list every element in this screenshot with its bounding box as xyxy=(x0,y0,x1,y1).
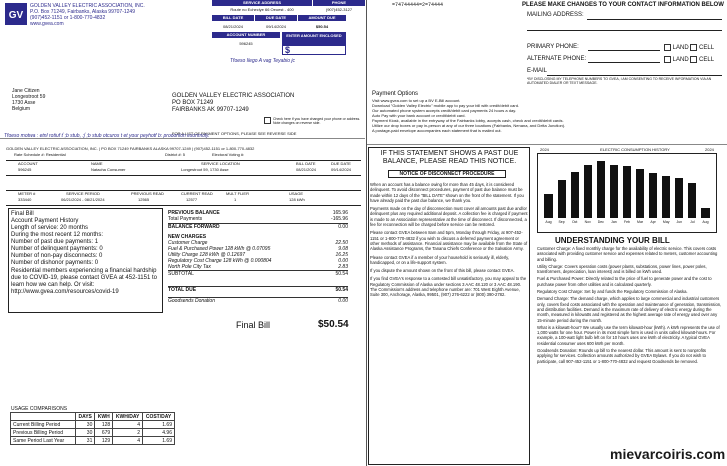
val-account: 596245 xyxy=(18,167,32,172)
list-item: Download "Golden Valley Electric" mobile app to pay your bill with credit/debit card. xyxy=(372,103,520,108)
val-name: Natacha Consumer xyxy=(91,167,126,172)
understanding-paragraph-5: Demand Charge: The demand charge, which applies to large commercial and industrial customers only, covers fixed costs associated with the operation and maintenance of generation, transmission, and distribution facilities. Demand is the maximum rate of delivery of electric energy during the month, measured in kilowatts and registered as the highest average rate of energy used over any 15-minute period during the month. xyxy=(537,296,722,323)
rate-schedule-label: Rate Schedule #: xyxy=(14,152,45,157)
understanding-paragraph-6: What is a kilowatt-hour? We usually use the term kilowatt-hour (kWh). A kWh represents the use of 1,000 watts for one hour. Power in its most simple form is used in units called kilowatt-hours. For example, a 100-watt light bulb left on for 10 hours uses one kWh of electricity. A typical GVEA residential consumer uses 600 kWh per month. xyxy=(537,324,720,346)
alternate-cell-checkbox[interactable] xyxy=(690,56,697,63)
remit-name: GOLDEN VALLEY ELECTRIC ASSOCIATION xyxy=(172,93,295,99)
notice-paragraph-4: Please contact GVEA if a member of your household is seriously ill, elderly, handicapped, or on a life-support system. xyxy=(370,254,510,265)
usage-cell: 30 xyxy=(76,429,95,437)
col-previous-read: PREVIOUS READ xyxy=(131,191,164,196)
val-service-location: Longestroot 59, 1730 Asse xyxy=(181,167,229,172)
col-mult-flier: MULT FLIER xyxy=(226,191,249,196)
past-due-line-2: BALANCE, PLEASE READ THIS NOTICE. xyxy=(382,158,517,165)
chart-tick-label: Aug xyxy=(545,220,552,224)
total-due-value: 50.54 xyxy=(335,287,348,293)
charge-4-label: Regulatory Cost Charge 128 kWh @ 0.000804 xyxy=(168,258,272,264)
watermark: mievarcoiris.com xyxy=(610,446,726,462)
list-item: Utilize our drop boxes or pay in-person at any of our three locations (Fairbanks, Nenana, and Delta Junction). xyxy=(372,123,566,128)
understanding-paragraph-4: Regulatory Cost Charge: Set by and funds the Regulatory Commission of Alaska. xyxy=(537,289,688,295)
company-name: GOLDEN VALLEY ELECTRIC ASSOCIATION, INC. xyxy=(30,3,145,9)
alternate-cell-label: CELL xyxy=(699,57,715,64)
col-due-date: DUE DATE xyxy=(331,161,351,166)
usage-cell: Previous Billing Period xyxy=(11,429,76,437)
company-web: www.gvea.com xyxy=(30,21,64,27)
electoral-label: Electoral Voting #: xyxy=(212,152,245,157)
district-value: 5 xyxy=(182,152,186,157)
chart-right-year: 2024 xyxy=(705,147,714,152)
col-usage: USAGE xyxy=(289,191,304,196)
notice-paragraph-2: Payments made on the day of disconnection must cover all amounts past due and/or delinquent plus any required additional deposit. A collection fee is charged if payment is made to an Association representative at the time of disconnect. If disconnected, a fee for reconnection will be charged before service can be restored. xyxy=(370,206,528,228)
understanding-title: UNDERSTANDING YOUR BILL xyxy=(555,236,670,245)
total-payments-label: Total Payments xyxy=(168,216,203,222)
remit-po: PO BOX 71249 xyxy=(172,100,214,106)
list-item: A postage-paid envelope accompanies each statement that is mailed out. xyxy=(372,128,502,133)
barcode-text: =74744444=2=74444 xyxy=(392,2,444,8)
understanding-paragraph-3: Fuel & Purchased Power: Directly related to the price of fuel to generate power and the cost to purchase power from other utilities and is calculated quarterly. xyxy=(537,276,712,287)
remit-city: FAIRBANKS AK 99707-1249 xyxy=(172,107,249,113)
col-service-location: SERVICE LOCATION xyxy=(201,161,240,166)
chart-bar xyxy=(662,176,670,218)
val-bill-date: 08/21/2024 xyxy=(296,167,317,172)
phone-header: PHONE xyxy=(313,0,365,6)
primary-phone-label: PRIMARY PHONE: xyxy=(527,44,579,50)
usage-cell: Same Period Last Year xyxy=(11,437,76,445)
notice-paragraph-5: If you dispute the amount shown on the front of this bill, please contact GVEA. xyxy=(370,268,515,274)
usage-cell: 679 xyxy=(95,429,113,437)
balance-forward-label: BALANCE FORWARD xyxy=(168,224,220,230)
address-change-checkbox-wrap xyxy=(264,117,364,125)
summary-line-4: Number of delinquent payments: 0 xyxy=(11,246,103,252)
account-payment-history: Account Payment History xyxy=(11,218,79,224)
svg-text:GV: GV xyxy=(8,10,24,21)
understanding-paragraph-2: Utility Charge: Covers operation costs (power plants, substations, power lines, power poles, transformers, depreciation, loan interest) and is billed on kWh used. xyxy=(537,263,707,275)
consent-note: *BY DISCLOSING MY TELEPHONE NUMBERS TO GVEA, I AM CONSENTING TO RECEIVE INFORMATION VIA AN AUTOMATED DIALER OR TEXT MESSAGE. xyxy=(527,77,712,85)
account-row xyxy=(6,161,361,175)
chart-bar xyxy=(597,161,605,218)
charges-section xyxy=(168,210,348,304)
account-number-header: ACCOUNT NUMBER xyxy=(212,32,280,38)
usage-cell: 4 xyxy=(113,421,143,429)
payment-options-note: FOR A LIST OF PAYMENT OPTIONS, PLEASE SEE REVERSE SIDE xyxy=(172,131,297,136)
amount-due-header: AMOUNT DUE xyxy=(298,15,346,21)
charge-1-label: Customer Charge xyxy=(168,240,208,246)
service-address-value: Route no Echeclye 66 Oeuest - 400 xyxy=(230,7,294,12)
chart-tick-label: May xyxy=(662,220,670,224)
usage-table xyxy=(10,412,175,445)
customer-country: Belgium xyxy=(12,106,31,112)
chart-tick-label: Nov xyxy=(584,220,591,224)
chart-bar xyxy=(675,178,683,218)
meter-row xyxy=(6,191,361,205)
chart-bar xyxy=(623,166,631,218)
notice-title: NOTICE OF DISCONNECT PROCEDURE xyxy=(388,170,506,178)
charge-1-value: 22.50 xyxy=(335,240,348,246)
total-due-label: TOTAL DUE xyxy=(168,287,197,293)
customer-street: Longestroot 59 xyxy=(12,94,46,100)
previous-balance-label: PREVIOUS BALANCE xyxy=(168,210,220,216)
usage-cell: 30 xyxy=(76,421,95,429)
summary-line-2: During the most recent 12 months: xyxy=(11,232,104,238)
subtotal-value: 50.54 xyxy=(335,271,348,277)
val-service-period: 06/21/2024 - 08/21/2024 xyxy=(61,197,105,202)
chart-tick-label: Oct xyxy=(571,220,578,224)
usage-cell: 31 xyxy=(76,437,95,445)
summary-line-6: Number of dishonor payments: 0 xyxy=(11,260,99,266)
usage-cell: 4 xyxy=(113,437,143,445)
col-account: ACCOUNT xyxy=(18,161,38,166)
payment-options-title: Payment Options xyxy=(372,91,419,97)
col-name: NAME xyxy=(91,161,103,166)
phone-value: (907)452-3127 xyxy=(325,7,353,12)
chart-tick-label: Jan xyxy=(611,220,617,224)
chart-tick-label: Apr xyxy=(650,220,656,224)
understanding-paragraph-1: Customer Charge: A fixed monthly charge for the availability of electric service. This covers costs associated with providing customer service and expenses related to meters, customer accounting and billing. xyxy=(537,246,718,262)
summary-line-5: Number of non-pay disconnects: 0 xyxy=(11,253,103,259)
usage-col-kwh: KWH xyxy=(95,413,113,421)
bill-date-value: 08/21/2024 xyxy=(222,24,244,29)
customer-city: 1730 Asse xyxy=(12,100,36,106)
email-label: E-MAIL xyxy=(527,68,548,74)
amount-enclosed-input[interactable]: $ xyxy=(282,45,346,55)
chart-bar xyxy=(544,194,552,218)
table-row xyxy=(11,421,175,429)
list-item: Auto Pay with your bank account or credit/debit card. xyxy=(372,113,466,118)
col-meter: METER # xyxy=(18,191,36,196)
primary-land-checkbox[interactable] xyxy=(664,44,671,51)
rate-schedule-value: Residential xyxy=(45,152,66,157)
chart-tick-label: Sep xyxy=(558,220,565,224)
previous-balance-value: 165.96 xyxy=(332,210,348,216)
charge-2-label: Fuel & Purchased Power 128 kWh @ 0.07095 xyxy=(168,246,271,252)
due-date-header: DUE DATE xyxy=(255,15,297,21)
chart-tick-label: Jul xyxy=(690,220,695,224)
balance-forward-value: 0.00 xyxy=(338,224,348,230)
notice-paragraph-6: If you find GVEA's response to a contested bill unsatisfactory, you may appeal to the Regulatory Commission of Alaska under sections 3 AAC 48.120 or 3 AAC 48.190. The Commission's address and telephone number are: 701 West Eighth Avenue, Suite 300, Anchorage, Alaska, 99501, (907) 276-6222 or (800) 390-2782. xyxy=(370,276,527,298)
chart-bar xyxy=(649,173,657,218)
customer-name: Jane Citizen xyxy=(12,88,40,94)
summary-line-3: Number of past due payments: 1 xyxy=(11,239,99,245)
usage-cell: 128 xyxy=(95,421,113,429)
alternate-land-checkbox[interactable] xyxy=(664,56,671,63)
district-label: District #: xyxy=(165,152,182,157)
goodsends-value: 0.00 xyxy=(338,298,348,304)
usage-col-0 xyxy=(11,413,76,421)
usage-header-row xyxy=(11,413,175,421)
charge-2-value: 9.08 xyxy=(338,246,348,252)
usage-cell: Current Billing Period xyxy=(11,421,76,429)
mailing-address-label: MAILING ADDRESS: xyxy=(527,12,584,18)
usage-col-days: DAYS xyxy=(76,413,95,421)
final-bill-label: Final Bill xyxy=(236,320,271,330)
chart-bar xyxy=(701,208,709,218)
company-address: P.O. Box 71249, Fairbanks, Alaska 99707-1249 xyxy=(30,9,135,15)
tear-line-text: Tfoeso motwa : etnl rotiuf t`;b stub, :j`;b stub otcuros t et your peyhotf b: prooonlon esonmoly. xyxy=(4,133,210,139)
total-payments-value: -165.96 xyxy=(331,216,348,222)
col-bill-date: BILL DATE xyxy=(296,161,316,166)
list-item: Our automated phone system accepts credit/debit card payments 24 hours a day. xyxy=(372,108,517,113)
chart-bar xyxy=(688,183,696,218)
summary-line-1: Length of service: 20 months xyxy=(11,225,89,231)
notice-paragraph-1: When an account has a balance owing for more than 45 days, it is considered delinquent. To avoid disconnect procedures, payment of past due balance must be made within 12 days of the "BILL DATE" shown on the front of the statement. If you have already paid the past due balance, we thank you. xyxy=(370,182,524,203)
chart-bar xyxy=(584,165,592,218)
list-item: Payment Kiosk, available in the entryway of the Fairbanks lobby, accepts cash, check and credit/debit cards. xyxy=(372,118,564,123)
account-number-value: 596245 xyxy=(239,41,253,46)
contact-info-title: PLEASE MAKE CHANGES TO YOUR CONTACT INFORMATION BELOW xyxy=(522,2,724,8)
usage-col-kwh-day: KWH/DAY xyxy=(113,413,143,421)
address-change-checkbox[interactable] xyxy=(264,117,271,124)
usage-cell: 1.69 xyxy=(143,437,175,445)
goodsends-label: Goodsends Donation xyxy=(168,298,215,304)
primary-cell-label: CELL xyxy=(699,45,715,52)
charge-3-label: Utility Charge 128 kWh @ 0.12697 xyxy=(168,252,246,258)
service-address-header: SERVICE ADDRESS xyxy=(212,0,312,6)
subtotal-label: SUBTOTAL xyxy=(168,271,194,277)
val-current-read: 12577 xyxy=(186,197,198,202)
chart-tick-label: Aug xyxy=(702,220,709,224)
col-service-period: SERVICE PERIOD xyxy=(66,191,100,196)
charge-5-value: 2.83 xyxy=(338,264,348,270)
payment-options-list xyxy=(372,98,722,133)
primary-cell-checkbox[interactable] xyxy=(690,44,697,51)
chart-bar xyxy=(636,169,644,218)
notice-paragraph-3: Please contact GVEA between 8am and 5pm, Monday through Friday, at 907-452-1151 or 1-800-770-4832 if you wish to discuss a deferred payment agreement or other methods of assistance. Financial assistance may be available from the State of Alaska Assistance Programs, the Tanana Chiefs Conference or the Salvation Army. xyxy=(370,230,528,252)
chart-tick-label: Dec xyxy=(597,220,604,224)
col-current-read: CURRENT READ xyxy=(181,191,213,196)
covid-note: Residential members experiencing a financial hardship due to COVID-19, please contact GVEA at 452-1151 to learn how we can help. Or visit: http://www.gvea.com/resources/covid-19 xyxy=(11,268,157,295)
val-meter: 333440 xyxy=(18,197,32,202)
chart-left-year: 2024 xyxy=(540,147,549,152)
consumption-chart xyxy=(537,153,717,233)
new-charges-label: NEW CHARGES xyxy=(168,234,207,240)
usage-cell: 4.96 xyxy=(143,429,175,437)
chart-tick-label: Feb xyxy=(623,220,630,224)
handwritten-note: Tfoeso Ilego A vag Teyabio jc xyxy=(230,58,296,64)
chart-bar xyxy=(610,165,618,218)
usage-cell: 2 xyxy=(113,429,143,437)
amount-due-value: $50.54 xyxy=(315,24,329,29)
val-due-date: 09/14/2024 xyxy=(331,167,352,172)
usage-cell: 1.69 xyxy=(143,421,175,429)
chart-title: ELECTRIC CONSUMPTION HISTORY xyxy=(600,147,670,152)
amount-enclosed-header: ENTER AMOUNT ENCLOSED xyxy=(282,32,346,45)
understanding-paragraph-7: Goodsends Donation: Rounds up bill to the nearest dollar. This amount is sent to nonprofits applying for services. Collection amounts authorized by GVEA Bylaws. If you do not wish to participate, call 907-452-1151 or 1-800-770-4832 and request Goodsends be removed. xyxy=(537,348,706,364)
usage-col-cost-day: COST/DAY xyxy=(143,413,175,421)
alternate-phone-label: ALTERNATE PHONE: xyxy=(527,56,587,62)
usage-title: USAGE COMPARISONS xyxy=(11,406,68,412)
past-due-line-1: IF THIS STATEMENT SHOWS A PAST DUE xyxy=(380,150,519,157)
val-usage: 128 kWh xyxy=(289,197,305,202)
summary-title: Final Bill xyxy=(11,211,34,217)
final-bill-amount: $50.54 xyxy=(318,319,349,330)
table-row xyxy=(11,429,175,437)
usage-cell: 129 xyxy=(95,437,113,445)
val-mult-flier: 1 xyxy=(234,197,237,202)
chart-bar xyxy=(558,180,566,218)
chart-tick-label: Jun xyxy=(676,220,683,224)
company-phone: (907)452-1151 or 1-800-770-4832 xyxy=(30,15,106,21)
val-previous-read: 12565 xyxy=(138,197,150,202)
due-date-value: 09/14/2024 xyxy=(265,24,287,29)
chart-tick-label: Mar xyxy=(637,220,644,224)
primary-land-label: LAND xyxy=(672,45,689,52)
list-item: Visit www.gvea.com to set up a BV E-Bill account. xyxy=(372,98,461,103)
table-row xyxy=(11,437,175,445)
company-logo xyxy=(5,3,27,25)
charge-5-label: North Pole City Tax xyxy=(168,264,211,270)
address-change-note: Check here if you have changed your phone or address. Note changes on reverse side. xyxy=(273,117,361,125)
bill-company-line: GOLDEN VALLEY ELECTRIC ASSOCIATION, INC. | PO BOX 71249 FAIRBANKS ALASKA 99707-1249 | (907)452-1151 or 1-800-770-4832 xyxy=(6,146,255,151)
charge-4-value: 0.00 xyxy=(338,258,348,264)
charge-3-value: 16.25 xyxy=(335,252,348,258)
chart-bar xyxy=(571,172,579,218)
bill-date-header: BILL DATE xyxy=(212,15,254,21)
alternate-land-label: LAND xyxy=(672,57,689,64)
